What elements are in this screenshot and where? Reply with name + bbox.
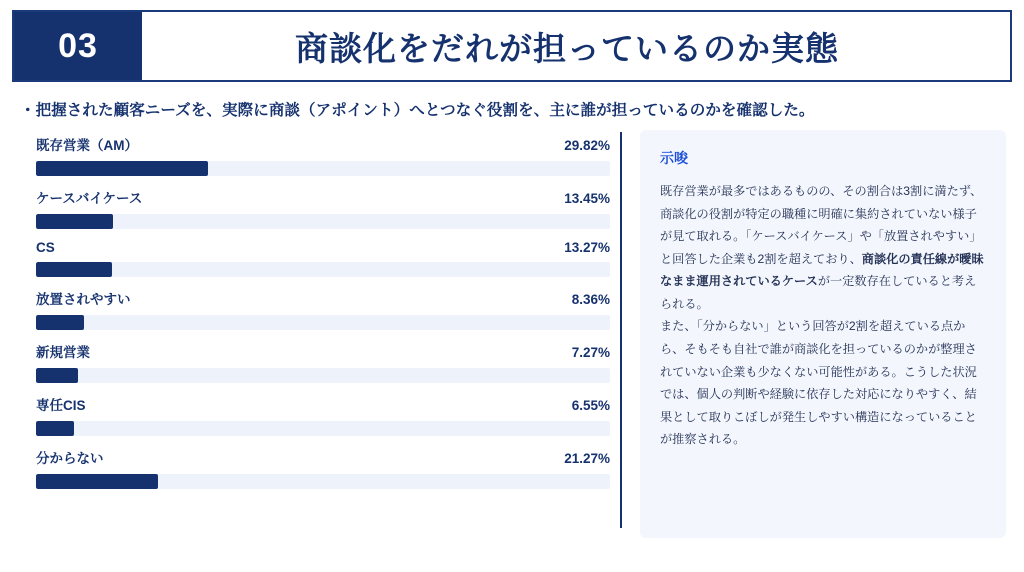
section-number: 03 [14,12,142,80]
bar-label: CS [36,240,55,255]
bar-value: 21.27% [564,451,610,466]
bar-fill [36,262,112,277]
bar-track [36,421,610,436]
insight-text-bold: 商談化の責任線が曖昧なまま運用されているケース [660,251,984,289]
bar-row [36,240,610,277]
bar-chart [12,130,620,538]
bar-row [36,447,610,489]
column-divider [620,132,622,528]
bar-row [36,341,610,383]
bar-value: 8.36% [571,292,610,307]
bar-value: 6.55% [571,398,610,413]
insight-paragraph-1 [660,180,986,315]
bar-track [36,262,610,277]
bar-label: 分からない [36,451,104,466]
bar-fill [36,214,113,229]
bar-track [36,161,610,176]
bar-track [36,214,610,229]
bar-header [36,134,610,154]
insight-title: 示唆 [660,150,688,166]
bar-label: 既存営業（AM） [36,138,138,153]
bar-fill [36,421,74,436]
bar-label: ケースバイケース [36,191,143,206]
bar-label: 放置されやすい [36,292,131,307]
insight-body [660,180,986,451]
bar-fill [36,161,208,176]
bar-fill [36,368,78,383]
bar-header [36,447,610,467]
bar-track [36,368,610,383]
bar-label: 新規営業 [36,345,90,360]
slide-header [12,10,1012,82]
bar-fill [36,474,158,489]
bar-track [36,315,610,330]
insight-paragraph-2: また、「分からない」という回答が2割を超えている点から、そもそも自社で誰が商談化を担っているのかが整理されていない企業も少なくない可能性がある。こうした状況では、個人の判断や経験に依存した対応になりやすく、結果として取りこぼしが発生しやすい構造になっていることが推察される。 [660,319,977,447]
insight-column [640,130,1012,538]
bar-header [36,288,610,308]
insight-text-a: 既存営業が最多ではあるものの、その割合は3割に満たず、商談化の役割が特定の職種に明確に集約されていない様子が見て取れる。「ケースバイケース」や「放置されやすい」と回答した企業も2割を超えており、 [660,184,983,266]
bar-header [36,187,610,207]
bar-header [36,240,610,255]
lead-text: ・把握された顧客ニーズを、実際に商談（アポイント）へとつなぐ役割を、主に誰が担っているのかを確認した。 [20,102,815,119]
bar-header [36,394,610,414]
insight-text-c: が一定数存在していると考えられる。 [660,274,977,311]
bar-value: 29.82% [564,138,610,153]
bar-track [36,474,610,489]
bar-value: 13.45% [564,191,610,206]
bar-row [36,394,610,436]
bar-row [36,134,610,176]
bar-row [36,187,610,229]
insight-box [640,130,1006,538]
bar-label: 専任CIS [36,398,86,413]
bar-header [36,341,610,361]
bar-value: 13.27% [564,240,610,255]
page-title: 商談化をだれが担っているのか実態 [295,29,839,67]
bar-value: 7.27% [571,345,610,360]
bar-fill [36,315,84,330]
slide-body [12,130,1012,538]
bar-row [36,288,610,330]
